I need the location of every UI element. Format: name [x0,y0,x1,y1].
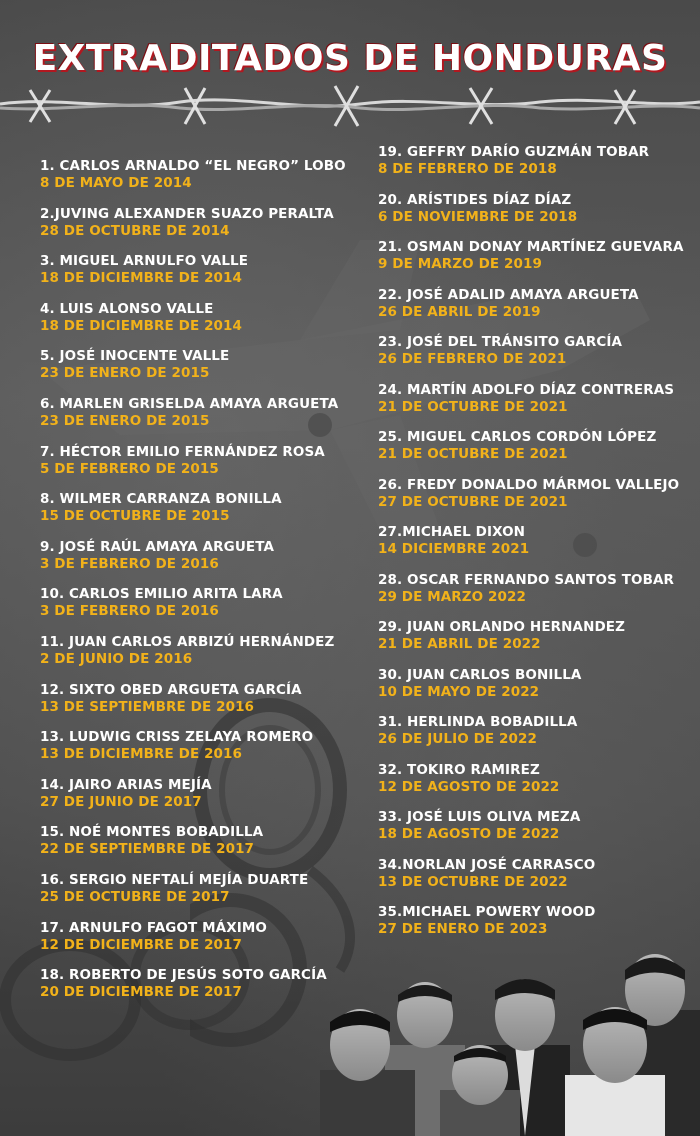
extradition-entry [40,491,370,525]
entry-date: 25 DE OCTUBRE DE 2017 [40,889,230,905]
entry-date: 15 DE OCTUBRE DE 2015 [40,508,230,525]
entry-date: 26 DE ABRIL DE 2019 [378,303,541,320]
entry-date: 13 DE DICIEMBRE DE 2016 [40,746,243,763]
extradition-entry [40,301,370,335]
entry-name: 26. FREDY DONALDO MÁRMOL VALLEJO [378,476,680,493]
extradition-entry [40,872,370,906]
entry-name: 21. OSMAN DONAY MARTÍNEZ GUEVARA [378,239,684,255]
entry-name: 10. CARLOS EMILIO ARITA LARA [40,586,283,603]
extradited-group-photo [280,950,700,1136]
entry-date: 22 DE SEPTIEMBRE DE 2017 [40,841,255,858]
entry-name: 22. JOSÉ ADALID AMAYA ARGUETA [378,286,639,303]
entry-name: 13. LUDWIG CRISS ZELAYA ROMERO [40,729,314,746]
entry-date: 28 DE OCTUBRE DE 2014 [40,222,230,239]
extradition-entry [378,904,700,938]
entry-name: 3. MIGUEL ARNULFO VALLE [40,253,249,270]
entry-date: 5 DE FEBRERO DE 2015 [40,460,219,477]
entry-name: 31. HERLINDA BOBADILLA [378,714,578,730]
entry-date: 27 DE ENERO DE 2023 [378,921,548,937]
entry-date: 8 DE MAYO DE 2014 [40,175,192,191]
entry-name: 18. ROBERTO DE JESÚS SOTO GARCÍA [40,967,327,984]
entry-date: 23 DE ENERO DE 2015 [40,413,210,429]
entry-name: 9. JOSÉ RAÚL AMAYA ARGUETA [40,538,275,555]
barbed-wire-icon [0,82,700,132]
page-title: EXTRADITADOS DE HONDURAS [32,38,668,79]
extradition-entry [40,539,370,573]
entry-name: 17. ARNULFO FAGOT MÁXIMO [40,919,267,936]
extradition-entry [378,144,700,178]
entry-date: 27 DE OCTUBRE DE 2021 [378,493,568,510]
extradition-entry [40,444,370,478]
entry-name: 19. GEFFRY DARÍO GUZMÁN TOBAR [378,144,650,160]
extradition-entry [40,920,370,954]
extradition-entry [378,524,700,558]
extradition-entry [378,572,700,606]
entry-date: 20 DE DICIEMBRE DE 2017 [40,984,243,1001]
extradition-entry [378,287,700,321]
extradition-entry [40,586,370,620]
entry-date: 13 DE OCTUBRE DE 2022 [378,873,568,890]
entry-date: 18 DE AGOSTO DE 2022 [378,826,560,842]
extradition-entry [40,682,370,716]
extradition-entry [378,192,700,226]
entry-name: 11. JUAN CARLOS ARBIZÚ HERNÁNDEZ [40,634,335,650]
entry-date: 10 DE MAYO DE 2022 [378,683,540,700]
extradition-entry [40,396,370,430]
entry-name: 7. HÉCTOR EMILIO FERNÁNDEZ ROSA [40,443,325,460]
entry-name: 14. JAIRO ARIAS MEJÍA [40,776,212,793]
extradition-entry [40,206,370,240]
entry-date: 3 DE FEBRERO DE 2016 [40,603,219,620]
entry-name: 23. JOSÉ DEL TRÁNSITO GARCÍA [378,334,623,350]
extradition-entry [378,382,700,416]
entry-name: 5. JOSÉ INOCENTE VALLE [40,348,230,365]
extradition-entry [378,239,700,273]
entry-name: 4. LUIS ALONSO VALLE [40,300,214,317]
entry-name: 33. JOSÉ LUIS OLIVA MEZA [378,809,581,825]
extradition-entry [40,253,370,287]
entry-date: 27 DE JUNIO DE 2017 [40,793,202,810]
entry-name: 6. MARLEN GRISELDA AMAYA ARGUETA [40,396,339,412]
extradition-entry [40,158,370,192]
entry-name: 24. MARTÍN ADOLFO DÍAZ CONTRERAS [378,381,675,398]
extradition-entry [378,334,700,368]
entry-name: 30. JUAN CARLOS BONILLA [378,666,582,683]
extradition-entry [40,777,370,811]
entry-date: 13 DE SEPTIEMBRE DE 2016 [40,698,255,715]
entry-name: 16. SERGIO NEFTALÍ MEJÍA DUARTE [40,872,309,888]
entry-date: 12 DE AGOSTO DE 2022 [378,778,560,795]
extradition-entry [378,667,700,701]
entry-name: 8. WILMER CARRANZA BONILLA [40,491,282,508]
entry-date: 3 DE FEBRERO DE 2016 [40,555,219,572]
entry-name: 20. ARÍSTIDES DÍAZ DÍAZ [378,191,572,208]
entry-date: 26 DE FEBRERO DE 2021 [378,351,567,367]
extradition-entry [40,824,370,858]
entry-date: 21 DE ABRIL DE 2022 [378,636,541,652]
entry-date: 8 DE FEBRERO DE 2018 [378,161,557,177]
extradition-entry [40,729,370,763]
entry-date: 21 DE OCTUBRE DE 2021 [378,446,568,462]
entry-date: 14 DICIEMBRE 2021 [378,541,530,557]
entry-name: 25. MIGUEL CARLOS CORDÓN LÓPEZ [378,429,657,445]
extradition-entry [378,857,700,891]
extradition-entry [378,619,700,653]
extradition-entry [40,348,370,382]
entry-date: 12 DE DICIEMBRE DE 2017 [40,936,243,953]
extradition-entry [378,429,700,463]
entry-name: 29. JUAN ORLANDO HERNANDEZ [378,619,626,635]
entry-date: 23 DE ENERO DE 2015 [40,365,210,382]
extradition-entry [378,809,700,843]
entry-date: 9 DE MARZO DE 2019 [378,256,542,272]
entry-name: 32. TOKIRO RAMIREZ [378,761,540,778]
entry-name: 27.MICHAEL DIXON [378,524,526,540]
entry-name: 1. CARLOS ARNALDO “EL NEGRO” LOBO [40,158,346,174]
extradition-entry [378,714,700,748]
extradition-entry [378,762,700,796]
entry-name: 35.MICHAEL POWERY WOOD [378,904,596,920]
entry-date: 2 DE JUNIO DE 2016 [40,651,193,667]
entry-name: 12. SIXTO OBED ARGUETA GARCÍA [40,681,302,698]
entry-date: 29 DE MARZO 2022 [378,588,527,605]
entry-name: 34.NORLAN JOSÉ CARRASCO [378,856,596,873]
entry-name: 15. NOÉ MONTES BOBADILLA [40,824,264,841]
entry-name: 2.JUVING ALEXANDER SUAZO PERALTA [40,205,334,222]
extradition-entry [378,477,700,511]
entry-date: 21 DE OCTUBRE DE 2021 [378,398,568,415]
entry-date: 26 DE JULIO DE 2022 [378,731,538,747]
extradition-entry [40,634,370,668]
entry-date: 18 DE DICIEMBRE DE 2014 [40,270,243,287]
entry-name: 28. OSCAR FERNANDO SANTOS TOBAR [378,571,675,588]
entry-date: 6 DE NOVIEMBRE DE 2018 [378,208,578,225]
entry-date: 18 DE DICIEMBRE DE 2014 [40,317,243,334]
